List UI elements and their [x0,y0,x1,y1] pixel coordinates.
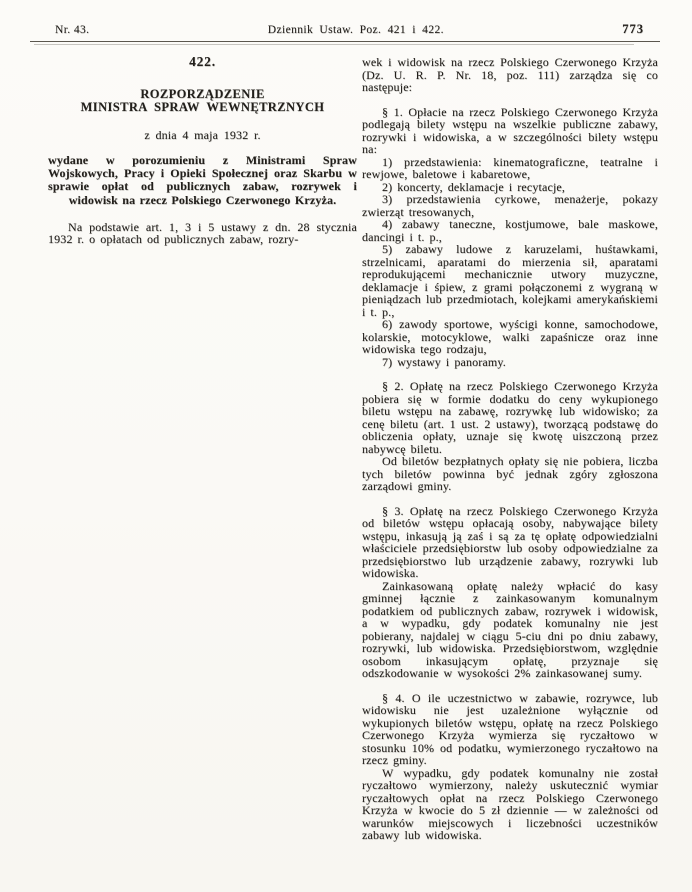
section-1-item-2: 2) koncerty, deklamacje i recytacje, [382,179,566,194]
section-2-paragraph-1: § 2. Opłatę na rzecz Polskiego Czerwonego Krzyża pobiera się w formie dodatku do ceny wykupionego biletu wstępu na zabawę, rozrywkę lub widowisko; za cenę biletu (art. 1 ust. 2 ustawy), tworzącą podstawę do obliczenia opłaty, uznaje się kwotę uiszczoną przez nabywcę biletu. [362,379,658,456]
section-1-item-7: 7) wystawy i panoramy. [382,354,506,369]
left-column [48,56,357,246]
journal-title: Dziennik Ustaw. Poz. 421 i 422. [267,24,444,36]
section-3-paragraph-1: § 3. Opłatę na rzecz Polskiego Czerwonego Krzyża od biletów wstępu opłacają osoby, nabywające bilety wstępu, inkasują ją zaś i są za tę opłatę odpowiedzialni właściciele przedsiębiorstw lub osoby odpowiedzialne za przedsiębiorstwo lub urządzenie zabawy, rozrywki lub widowiska. [362,503,658,580]
legal-basis-paragraph: Na podstawie art. 1, 3 i 5 ustawy z dn. 28 stycznia 1932 r. o opłatach od publicznych zabaw, rozry- [48,219,357,247]
header-rule [30,41,660,42]
section-4-paragraph-1: § 4. O ile uczestnictwo w zabawie, rozrywce, lub widowisku nie jest uzależnione wyłącznie od wykupionych biletów wstępu, opłatę na rzecz Polskiego Czerwonego Krzyża wymierza się ryczałtowo w stosunku 10% od podatku, wymierzonego ryczałtowo na rzecz gminy. [362,690,658,767]
section-1-item-3: 3) przedstawienia cyrkowe, menażerje, pokazy zwierząt tresowanych, [362,192,658,219]
issue-number: Nr. 43. [55,24,90,36]
section-1-item-4: 4) zabawy taneczne, kostjumowe, bale maskowe, dancingi i t. p., [362,217,658,244]
intro-continuation: wek i widowisk na rzecz Polskiego Czerwonego Krzyża (Dz. U. R. P. Nr. 18, poz. 111) zarządza się co następuje: [362,55,658,94]
section-3-paragraph-2: Zainkasowaną opłatę należy wpłacić do kasy gminnej łącznie z zainkasowanym komunalnym podatkiem od publicznych zabaw, rozrywek i widowisk, a w wypadku, gdy podatek komunalny nie jest pobierany, najdalej w ciągu 5-ciu dni po dniu zabawy, rozrywki, lub widowiska. Przedsiębiorstwom, względnie osobom inkasującym opłatę, przyznaje się odszkodowanie w wysokości 2% zainkasowanej sumy. [362,578,658,680]
decree-subtitle: wydane w porozumieniu z Ministrami Spraw Wojskowych, Pracy i Opieki Społecznej oraz Skarbu w sprawie opłat od publicznych zabaw, rozrywek i widowisk na rzecz Polskiego Czerwonego Krzyża. [48,153,357,207]
article-number: 422. [189,54,216,69]
section-1-item-1: 1) przedstawienia: kinematograficzne, teatralne i rewjowe, baletowe i kabaretowe, [362,154,658,181]
section-1-opening: § 1. Opłacie na rzecz Polskiego Czerwonego Krzyża podlegają bilety wstępu na wszelkie publiczne zabawy, rozrywki i widowiska, a w szczególności bilety wstępu na: [362,104,658,156]
section-1-item-6: 6) zawody sportowe, wyścigi konne, samochodowe, kolarskie, motocyklowe, walki zapaśnicze oraz inne widowiska tego rodzaju, [362,317,658,356]
right-column [362,56,658,842]
decree-title-line1: ROZPORZĄDZENIE [140,86,265,101]
header-rule-echo [34,44,634,45]
section-4-paragraph-2: W wypadku, gdy podatek komunalny nie został ryczałtowo wymierzony, należy uskutecznić wymiar ryczałtowych opłat na rzecz Polskiego Czerwonego Krzyża w kwocie do 5 zł dziennie — w zależności od warunków miejscowych i liczebności uczestników zabawy lub widowiska. [362,765,658,842]
section-1-item-5: 5) zabawy ludowe z karuzelami, huśtawkami, strzelnicami, aparatami do mierzenia sił, aparatami reprodukującemi mechanicznie utwory muzyczne, deklamacje i śpiew, z grami połączonemi z wygraną w pieniądzach lub przedmiotach, kolejkami amerykańskiemi i t. p., [362,242,658,319]
running-head [55,22,644,37]
decree-title-line2: MINISTRA SPRAW WEWNĘTRZNYCH [80,100,325,114]
decree-date: z dnia 4 maja 1932 r. [144,127,261,142]
section-2-paragraph-2: Od biletów bezpłatnych opłaty się nie pobiera, liczba tych biletów powinna być jednak zgóry zgłoszona zarządowi gminy. [362,454,658,493]
page-number: 773 [622,22,644,36]
